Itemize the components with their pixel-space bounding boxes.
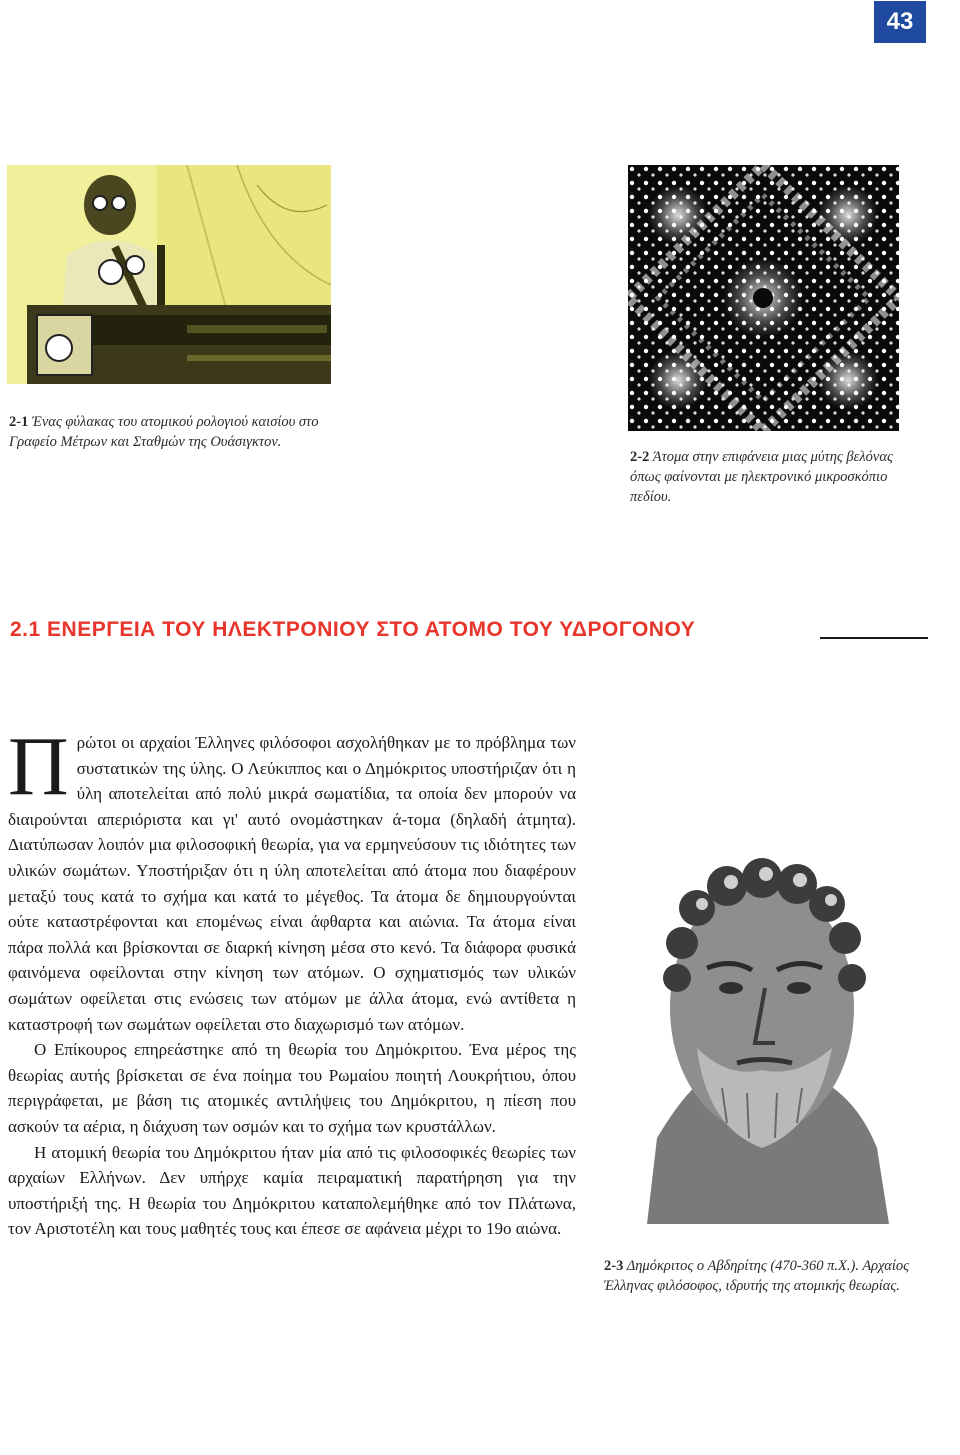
caption-text: Άτομα στην επιφάνεια μιας μύτης βελόνας όπως φαίνονται με ηλεκτρονικό μικροσκόπιο πεδίου. — [630, 449, 893, 505]
democritus-bust-photo — [627, 838, 897, 1224]
page-number-badge: 43 — [874, 1, 926, 43]
figure-number: 2-1 — [9, 414, 29, 430]
paragraph: Ο Επίκουρος επηρεάστηκε από τη θεωρία του Δημόκριτου. Ένα μέρος της θεωρίας αυτής βρίσκεται σε ένα ποίημα του Ρωμαίου ποιητή Λουκρήτιου, όπου περιγράφεται, με βάση τις ατομικές αντιλήψεις του Δημόκριτου, η πίεση που ασκούν τα αέρια, η διάχυση των οσμών και το σχήμα των κρυστάλλων. — [8, 1040, 576, 1136]
caption-text: Ένας φύλακας του ατομικού ρολογιού καισίου στο Γραφείο Μέτρων και Σταθμών της Ουάσιγκτον. — [9, 414, 319, 450]
section-heading: 2.1 ΕΝΕΡΓΕΙΑ ΤΟΥ ΗΛΕΚΤΡΟΝΙΟΥ ΣΤΟ ΑΤΟΜΟ ΤΟΥ ΥΔΡΟΓΟΝΟΥ — [10, 618, 696, 641]
figure-number: 2-2 — [630, 449, 650, 465]
figure-number: 2-3 — [604, 1258, 624, 1274]
figure-caption-2-2 — [630, 447, 905, 507]
paragraph-text: ρώτοι οι αρχαίοι Έλληνες φιλόσοφοι ασχολήθηκαν με το πρόβλημα των συστατικών της ύλης. Ο Λεύκιππος και ο Δημόκριτος υποστήριζαν ότι η ύλη αποτελείται από πολύ μικρά σωματίδια, τα οποία δεν μπορούν να διαιρούνται απεριόριστα και γι' αυτό ονομάστηκαν ά-τομα (δηλαδή άτμητα). Διατύπωσαν λοιπόν μια φιλοσοφική θεωρία, για να ερμηνεύσουν τις ιδιότητες των υλικών σωμάτων. Υποστήριξαν ότι η ύλη αποτελείται από άτομα που διαφέρουν μεταξύ τους κατά το σχήμα και κατά το μέγεθος. Τα άτομα δε δημιουργούνται ούτε καταστρέφονται και επομένως είναι άφθαρτα και αιώνια. Τα άτομα είναι πάρα πολλά και βρίσκονται σε διαρκή κίνηση μέσα στο κενό. Τα διάφορα φυσικά φαινόμενα οφείλονται στην κίνηση των ατόμων. Ο σχηματισμός των υλικών σωμάτων οφείλεται στις ενώσεις των ατόμων με άλλα άτομα, ενώ αντίθετα η καταστροφή των σωμάτων οφείλεται στο διαχωρισμό των ατόμων. — [8, 733, 576, 1034]
paragraph: Η ατομική θεωρία του Δημόκριτου ήταν μία από τις φιλοσοφικές θεωρίες των αρχαίων Ελλήνων. Δεν υπήρχε καμία πειραματική παρατήρηση για την υποστήριξή της. Η θεωρία του Δημόκριτου καταπολεμήθηκε από τον Πλάτωνα, τον Αριστοτέλη και τους μαθητές τους και έπεσε σε αφάνεια μέχρι το 19ο αιώνα. — [8, 1142, 576, 1239]
body-text — [8, 720, 576, 1242]
figure-caption-2-1 — [9, 412, 339, 452]
caption-text: Δημόκριτος ο Αβδηρίτης (470-360 π.Χ.). Αρχαίος Έλληνας φιλόσοφος, ιδρυτής της ατομικής θεωρίας. — [604, 1258, 909, 1294]
atomic-clock-photo — [7, 165, 331, 384]
field-ion-microscope-image — [628, 165, 899, 431]
heading-rule — [820, 637, 928, 639]
drop-cap: Π — [8, 720, 69, 813]
paragraph — [8, 720, 576, 1037]
figure-caption-2-3 — [604, 1256, 934, 1296]
